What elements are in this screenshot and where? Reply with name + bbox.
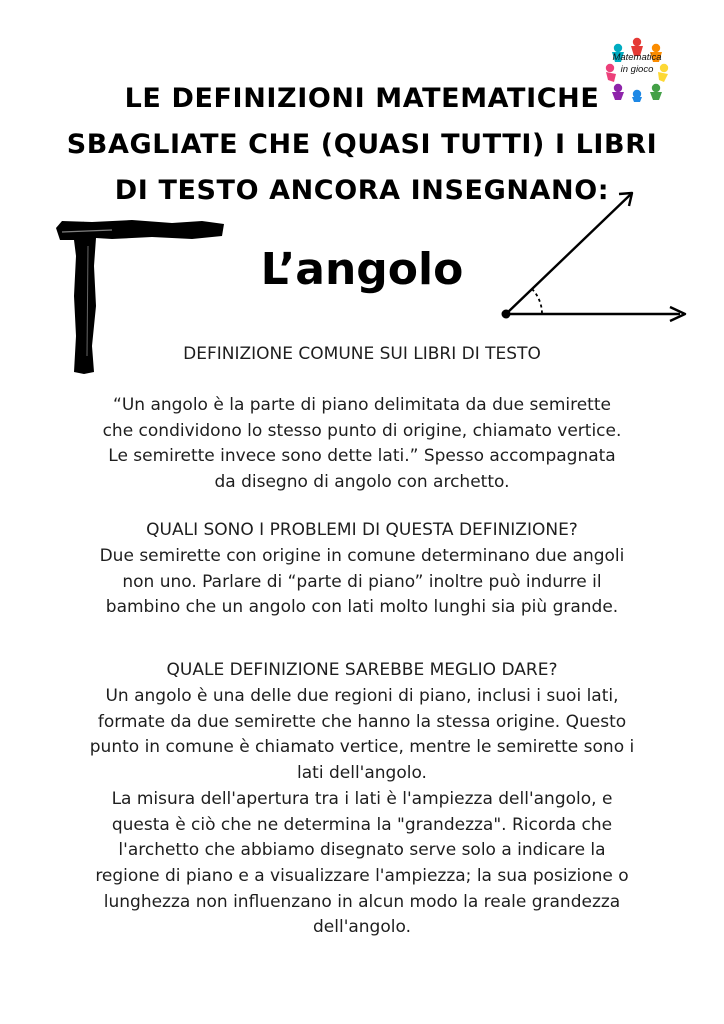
- section-heading-problems: QUALI SONO I PROBLEMI DI QUESTA DEFINIZIONE?: [146, 520, 578, 540]
- text-line: Due semirette con origine in comune determinano due angoli: [99, 546, 625, 566]
- text-line: La misura dell'apertura tra i lati è l'ampiezza dell'angolo, e: [111, 788, 613, 809]
- text-line: “Un angolo è la parte di piano delimitata da due semirette: [113, 395, 611, 415]
- text-line: punto in comune è chiamato vertice, mentre le semirette sono i: [89, 737, 635, 758]
- text-line: non uno. Parlare di “parte di piano” inoltre può indurre il: [122, 571, 602, 592]
- problems-text: [40, 544, 684, 621]
- text-line: lati dell'angolo.: [297, 763, 427, 784]
- text-line: che condividono lo stesso punto di origine, chiamato vertice.: [102, 420, 622, 441]
- text-line: questa è ciò che ne determina la "grandezza". Ricorda che: [111, 814, 613, 835]
- text-line: dell'angolo.: [313, 917, 411, 938]
- logo-line-1: Matematica: [612, 52, 662, 63]
- title-line-1: LE DEFINIZIONI MATEMATICHE: [124, 83, 600, 114]
- title-line-2: SBAGLIATE CHE (QUASI TUTTI) I LIBRI: [66, 129, 658, 160]
- angle-arc: [532, 289, 542, 314]
- text-line: bambino che un angolo con lati molto lunghi sia più grande.: [105, 597, 619, 618]
- title-line-3: DI TESTO ANCORA INSEGNANO:: [114, 175, 610, 206]
- logo-text: [604, 52, 670, 76]
- text-line: formate da due semirette che hanno la stessa origine. Questo: [97, 711, 627, 732]
- text-line: regione di piano e a visualizzare l'ampiezza; la sua posizione o: [95, 865, 629, 886]
- angle-diagram-icon: [494, 182, 694, 328]
- common-definition-text: [40, 393, 684, 496]
- subtitle: L’angolo: [260, 244, 464, 295]
- section-heading-common-definition: DEFINIZIONE COMUNE SUI LIBRI DI TESTO: [183, 344, 541, 364]
- text-line: da disegno di angolo con archetto.: [214, 472, 510, 493]
- vertex-dot: [502, 310, 511, 319]
- text-line: l'archetto che abbiamo disegnato serve solo a indicare la: [118, 840, 606, 861]
- text-line: Un angolo è una delle due regioni di piano, inclusi i suoi lati,: [105, 686, 619, 706]
- angle-ray-oblique: [506, 194, 631, 314]
- text-line: lunghezza non influenzano in alcun modo la reale grandezza: [103, 891, 621, 912]
- text-line: Le semirette invece sono dette lati.” Spesso accompagnata: [108, 446, 616, 467]
- logo-line-2: in gioco: [620, 64, 654, 75]
- better-definition-text: [40, 684, 684, 941]
- section-heading-better-definition: QUALE DEFINIZIONE SAREBBE MEGLIO DARE?: [166, 660, 558, 680]
